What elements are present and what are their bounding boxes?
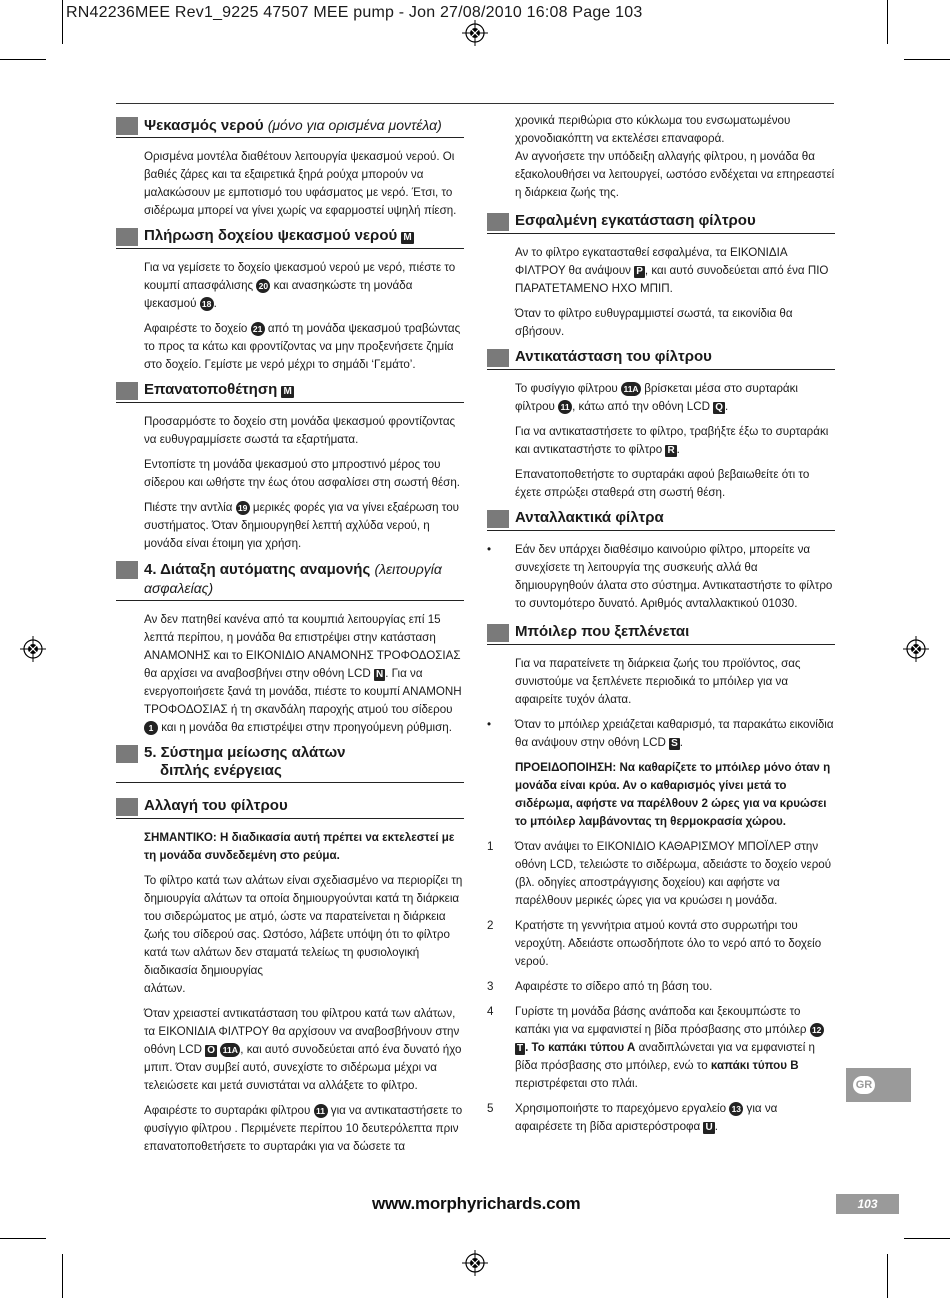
step-number: 5 [487, 1102, 494, 1115]
heading-marker [487, 349, 509, 367]
heading-text: Αντικατάσταση του φίλτρου [515, 348, 712, 365]
part-number-badge: 11A [220, 1043, 240, 1057]
heading-text: Ψεκασμός νερού [144, 117, 264, 134]
step-text: Γυρίστε τη μονάδα βάσης ανάποδα και ξεκουμπώστε το καπάκι για να εμφανιστεί η βίδα πρόσβασης στο μπόιλερ 12 T . Το καπάκι τύπου Α αναδιπλώνεται για να εμφανιστεί η βίδα πρόσβασης στο μπόιλερ, ενώ το καπάκι τύπου Β περιστρέφεται στο πλάι. [515, 1003, 835, 1093]
part-number-badge: 12 [810, 1023, 824, 1037]
heading-text: Μπόιλερ που ξεπλένεται [515, 623, 690, 640]
registration-mark-icon [20, 636, 46, 662]
language-tab [846, 1068, 911, 1102]
paragraph: Για να παρατείνετε τη διάρκεια ζωής του προϊόντος, σας συνιστούμε να ξεπλένετε περιοδικά το μπόιλερ για να αφαιρείτε τυχόν άλατα. [515, 657, 801, 706]
paragraph: Όταν χρειαστεί αντικατάσταση του φίλτρου κατά των αλάτων, τα ΕΙΚΟΝΙΔΙΑ ΦΙΛΤΡΟΥ θα αρχίσουν να αναβοσβήνουν στην οθόνη LCD O 11A , και αυτό συνοδεύεται από ένα δυνατό ήχο μπιπ. Όταν συμβεί αυτό, συνεχίστε το σιδέρωμα μέχρι να τελειώσετε και μετά συνιστάται να αλλάξετε το φίλτρο. [144, 1007, 462, 1092]
list-item-text: Εάν δεν υπάρχει διαθέσιμο καινούριο φίλτρο, μπορείτε να συνεχίσετε τη λειτουργία της συσκευής αλλά θα δημιουργηθούν άλατα στο σύστημα. Αντικαταστήστε το φίλτρο το συντομότερο δυνατό. Αριθμός ανταλλακτικού 01030. [515, 543, 833, 610]
numbered-step [487, 1100, 835, 1136]
heading-marker [116, 117, 138, 135]
paragraph: Για να αντικαταστήσετε το φίλτρο, τραβήξτε έξω το συρταράκι και αντικαταστήστε το φίλτρο R . [515, 425, 829, 456]
paragraph: Προσαρμόστε το δοχείο στη μονάδα ψεκασμού φροντίζοντας να ευθυγραμμίσετε σωστά τα εξαρτήματα. [144, 415, 456, 446]
bullet: • [487, 543, 492, 556]
paragraph: Αν δεν πατηθεί κανένα από τα κουμπιά λειτουργίας επί 15 λεπτά περίπου, η μονάδα θα επιστρέψει στην κατάσταση ΑΝΑΜΟΝΗΣ και το ΕΙΚΟΝΙΔΙΟ ΑΝΑΜΟΝΗΣ ΤΡΟΦΟΔΟΣΙΑΣ θα αρχίσει να αναβοσβήνει στην οθόνη LCD N . Για να ενεργοποιήσετε ξανά τη μονάδα, πιέστε το κουμπί ΑΝΑΜΟΝΗ ΤΡΟΦΟΔΟΣΙΑΣ ή τη σκανδάλη παροχής ατμού του σίδερου 1 και η μονάδα θα επιστρέψει στην προηγούμενη ρύθμιση. [144, 613, 462, 734]
figure-ref-badge: U [705, 1122, 713, 1133]
figure-ref-badge: S [671, 738, 678, 749]
figure-ref-badge: R [667, 445, 675, 456]
heading-text: Επανατοποθέτηση [144, 381, 278, 398]
heading-note: (μόνο για ορισμένα μοντέλα) [267, 117, 442, 133]
crop-mark [904, 59, 950, 60]
crop-mark [904, 1238, 950, 1239]
heading-marker [116, 382, 138, 400]
section-heading [116, 381, 464, 403]
heading-marker [116, 798, 138, 816]
top-rule [116, 103, 834, 104]
left-column [116, 116, 464, 1163]
paragraph: Ορισμένα μοντέλα διαθέτουν λειτουργία ψεκασμού νερού. Οι βαθιές ζάρες και τα εξαιρετικά ξηρά ρούχα μπορούν να μαλακώσουν με εμποτισμό του υφάσματος με νερό. Έτσι, το σιδέρωμα μπορεί να γίνει χωρίς να εφαρμοστεί υψηλή πίεση. [144, 150, 457, 217]
warning-note: ΠΡΟΕΙΔΟΠΟΙΗΣΗ: Να καθαρίζετε το μπόιλερ μόνο όταν η μονάδα είναι κρύα. Αν ο καθαρισμός γίνει μετά το σιδέρωμα, αφήστε να παρέλθουν 2 ώρες για να κρυώσει το μπόιλερ λαμβάνοντας τη θερμοκρασία χώρου. [515, 761, 831, 828]
part-number-badge: 11 [314, 1104, 328, 1118]
heading-marker [116, 561, 138, 579]
part-number-badge: 21 [251, 322, 265, 336]
paragraph: Αν αγνοήσετε την υπόδειξη αλλαγής φίλτρου, η μονάδα θα εξακολουθήσει να λειτουργεί, ωστόσο ενδέχεται να επηρεαστεί η διάρκεια ζωής της. [515, 150, 835, 199]
part-number-badge: 11A [621, 382, 641, 396]
figure-ref-badge: M [403, 232, 412, 243]
crop-mark [62, 0, 63, 44]
part-number-badge: 20 [256, 279, 270, 293]
section-heading [487, 348, 835, 370]
step-number: 3 [487, 980, 494, 993]
part-number-badge: 18 [200, 297, 214, 311]
numbered-step [487, 978, 835, 996]
figure-ref-badge: N [375, 669, 384, 680]
paragraph: Το φυσίγγιο φίλτρου 11A βρίσκεται μέσα στο συρταράκι φίλτρου 11 , κάτω από την οθόνη LCD Q . [515, 382, 798, 413]
numbered-step [487, 838, 835, 910]
step-text: Αφαιρέστε το σίδερο από τη βάση του. [515, 980, 713, 993]
page-number: 103 [836, 1194, 899, 1214]
figure-ref-badge: Q [715, 402, 724, 413]
figure-ref-badge: T [517, 1043, 524, 1054]
part-number-badge: 1 [144, 721, 158, 735]
footer-website: www.morphyrichards.com [372, 1194, 581, 1213]
heading-text: Ανταλλακτικά φίλτρα [515, 509, 664, 526]
paragraph: Το φίλτρο κατά των αλάτων είναι σχεδιασμένο να περιορίζει τη δημιουργία αλάτων τα οποία δημιουργούνται κατά τη διάρκεια του σιδερώματος με ατμό, ώστε να παρατείνεται η διάρκεια ζωής του σίδερού σας. Ωστόσο, λάβετε υπόψη ότι το φίλτρο κατά των αλάτων δεν σταματά τελείως τη φυσιολογική διαδικασία δημιουργίας αλάτων. [144, 874, 463, 995]
figure-ref-badge: M [283, 386, 292, 397]
paragraph: Αφαιρέστε το συρταράκι φίλτρου 11 για να αντικαταστήσετε το φυσίγγιο φίλτρου . Περιμένετε περίπου 10 δευτερόλεπτα πριν επανατοποθετήσετε το συρταράκι για να δώσετε τα [144, 1104, 463, 1153]
bullet: • [487, 718, 492, 731]
section-heading [487, 212, 835, 234]
heading-marker [487, 213, 509, 231]
registration-mark-icon [903, 636, 929, 662]
crop-mark [0, 59, 46, 60]
crop-mark [0, 1238, 46, 1239]
step-number: 4 [487, 1005, 494, 1018]
paragraph: Επανατοποθετήστε το συρταράκι αφού βεβαιωθείτε ότι το έχετε σπρώξει σταθερά στη σωστή θέση. [515, 468, 810, 499]
figure-ref-badge: P [636, 266, 643, 277]
crop-mark [887, 1254, 888, 1298]
paragraph: Όταν το φίλτρο ευθυγραμμιστεί σωστά, τα εικονίδια θα σβήσουν. [515, 307, 793, 338]
crop-mark [62, 1254, 63, 1298]
heading-text: 5. Σύστημα μείωσης αλάτων [144, 744, 346, 761]
paragraph: Αφαιρέστε το δοχείο 21 από τη μονάδα ψεκασμού τραβώντας το προς τα κάτω και φροντίζοντας να μην προξενήσετε ζημία στο δοχείο. Γεμίστε με νερό μέχρι το σημάδι ‘Γεμάτο’. [144, 322, 461, 371]
section-heading [116, 560, 464, 601]
registration-mark-icon [462, 20, 488, 46]
paragraph: χρονικά περιθώρια στο κύκλωμα του ενσωματωμένου χρονοδιακόπτη να εκτελέσει επαναφορά. [515, 114, 791, 145]
part-number-badge: 11 [558, 400, 572, 414]
section-heading [487, 509, 835, 531]
language-label: GR [853, 1076, 875, 1094]
list-item [487, 541, 835, 613]
paragraph: Για να γεμίσετε το δοχείο ψεκασμού νερού με νερό, πιέστε το κουμπί απασφάλισης 20 και ανασηκώστε τη μονάδα ψεκασμού 18 . [144, 261, 456, 310]
heading-note: (λειτουργία ασφαλείας) [144, 561, 442, 596]
figure-ref-badge: O [207, 1045, 216, 1056]
heading-marker [116, 745, 138, 763]
numbered-step [487, 917, 835, 971]
list-item [487, 716, 835, 752]
heading-text: Αλλαγή του φίλτρου [144, 797, 288, 814]
step-text: Όταν ανάψει το ΕΙΚΟΝΙΔΙΟ ΚΑΘΑΡΙΣΜΟΥ ΜΠΟΪΛΕΡ στην οθόνη LCD, τελειώστε το σιδέρωμα, αδειάστε το δοχείο νερού (βλ. οδηγίες αποστράγγισης δοχείου) και αφήστε να παρέλθουν μερικές ώρες για να κρυώσει η μονάδα. [515, 840, 832, 907]
step-number: 1 [487, 840, 494, 853]
list-item-text: Όταν το μπόιλερ χρειάζεται καθαρισμό, τα παρακάτω εικονίδια θα ανάψουν στην οθόνη LCD S . [515, 718, 834, 749]
section-heading [116, 227, 464, 249]
heading-text: Πλήρωση δοχείου ψεκασμού νερού [144, 227, 398, 244]
paragraph: Αν το φίλτρο εγκατασταθεί εσφαλμένα, τα ΕΙΚΟΝΙΔΙΑ ΦΙΛΤΡΟΥ θα ανάψουν P , και αυτό συνοδεύεται από ένα ΠΙΟ ΠΑΡΑΤΕΤΑΜΕΝΟ ΗΧΟ ΜΠΙΠ. [515, 246, 829, 295]
section-heading [116, 116, 464, 138]
heading-text: διπλής ενέργειας [160, 762, 282, 779]
section-heading [487, 623, 835, 645]
print-slug: RN42236MEE Rev1_9225 47507 MEE pump - Jon 27/08/2010 16:08 Page 103 [66, 4, 643, 21]
heading-marker [116, 228, 138, 246]
registration-mark-icon [462, 1250, 488, 1276]
step-number: 2 [487, 919, 494, 932]
section-heading [116, 797, 464, 819]
part-number-badge: 13 [729, 1102, 743, 1116]
important-note: ΣΗΜΑΝΤΙΚΟ: Η διαδικασία αυτή πρέπει να εκτελεστεί με τη μονάδα συνδεδεμένη στο ρεύμα. [144, 831, 455, 862]
heading-text: Εσφαλμένη εγκατάσταση φίλτρου [515, 212, 756, 229]
step-text: Χρησιμοποιήστε το παρεχόμενο εργαλείο 13 για να αφαιρέσετε τη βίδα αριστερόστροφα U . [515, 1102, 778, 1133]
heading-marker [487, 624, 509, 642]
section-heading [116, 744, 464, 783]
paragraph: Πιέστε την αντλία 19 μερικές φορές για να γίνει εξαέρωση του συστήματος. Όταν δημιουργηθεί λεπτή αχλύδα νερού, η μονάδα είναι έτοιμη για χρήση. [144, 501, 459, 550]
step-text: Κρατήστε τη γεννήτρια ατμού κοντά στο συρρωτήρι του νεροχύτη. Αδειάστε οπωσδήποτε όλο το νερό από το δοχείο νερού. [515, 919, 822, 968]
heading-marker [487, 510, 509, 528]
crop-mark [887, 0, 888, 44]
numbered-step [487, 1003, 835, 1093]
part-number-badge: 19 [236, 501, 250, 515]
heading-text: 4. Διάταξη αυτόματης αναμονής [144, 561, 371, 578]
paragraph: Εντοπίστε τη μονάδα ψεκασμού στο μπροστινό μέρος του σίδερου και ωθήστε την έως ότου ασφαλίσει στη σωστή θέση. [144, 458, 460, 489]
right-column [487, 112, 835, 1143]
